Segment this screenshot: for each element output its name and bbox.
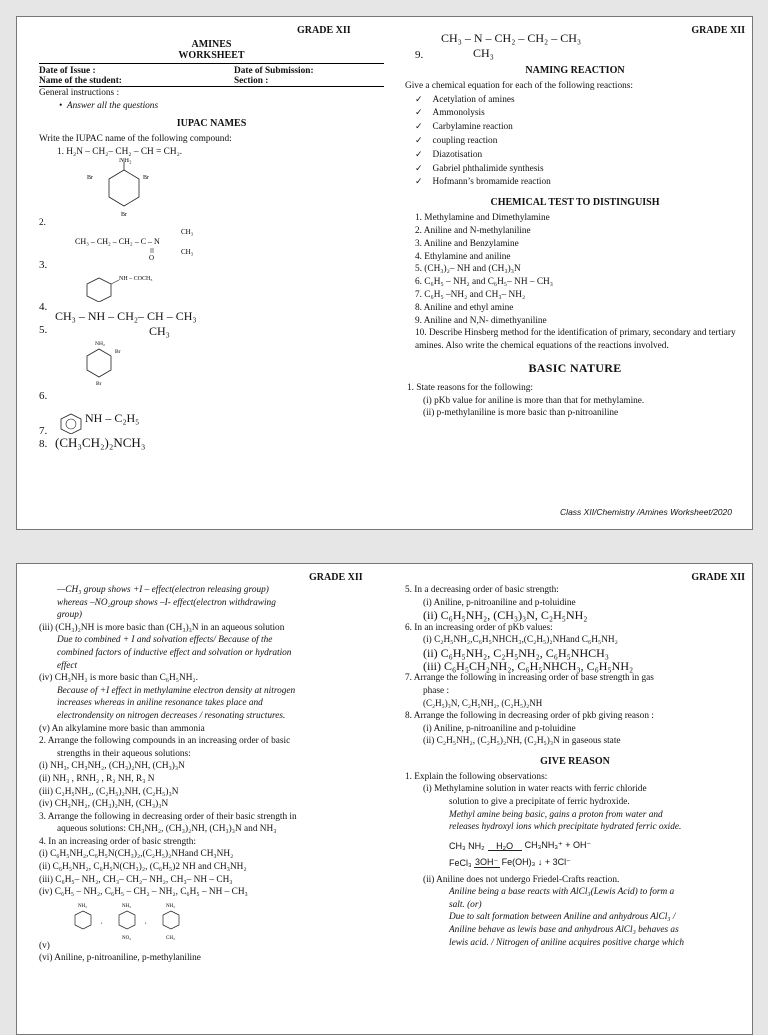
give-reason-q1-i-ans: Methyl amine being basic, gains a proton from water and: [449, 809, 663, 820]
question-4-vi: (vi) Aniline, p-nitroaniline, p-methylaniline: [39, 953, 201, 964]
question-4-v: (v): [39, 940, 50, 951]
answer-line: (i) NH₃, CH₃NH₂, (CH₃)₂NH, (CH₃)₃N: [39, 761, 185, 772]
svg-text:CH₃ – CH₂ – CH₂ – C – N: CH₃ – CH₂ – CH₂ – C – N: [75, 236, 160, 246]
date-of-issue-label: Date of Issue :: [39, 66, 96, 76]
question-1: 1. H₂N – CH₂– CH₂ – CH = CH₂.: [57, 146, 183, 157]
answer-line: strengths in their aqueous solutions:: [57, 748, 191, 759]
student-name-label: Name of the student:: [39, 76, 122, 86]
svg-text:NH₂: NH₂: [119, 158, 132, 165]
answer-line: electrondensity on nitrogen decreases / resonating structures.: [57, 710, 286, 721]
question-6: 6.: [39, 390, 48, 403]
page1-left-column: [39, 25, 384, 451]
chem-test-item: 1. Methylamine and Dimethylamine: [415, 213, 550, 224]
reaction-item: ✓ Gabriel phthalimide synthesis: [405, 162, 745, 176]
answer-line: (iv) C₆H₅ – NH₂, C₆H₅ – CH₂ – NH₂, C₆H₅ – NH – CH₃: [39, 887, 248, 898]
amide-structure: [69, 224, 269, 264]
basic-nature-q1-ii: (ii) p-methylaniline is more basic than p-nitroaniline: [423, 408, 619, 419]
give-reason-q1-i: (i) Methylamine solution in water reacts with ferric chloride: [423, 784, 647, 795]
question-line: 5. In a decreasing order of basic strength:: [405, 585, 559, 595]
svg-text:NH₂: NH₂: [122, 903, 131, 909]
chem-test-item: 8. Aniline and ethyl amine: [415, 302, 514, 313]
svg-text:Br: Br: [96, 381, 102, 386]
question-8-formula: (CH₃CH₂)₂NCH₃: [55, 434, 146, 450]
question-line: (ii) C₆H₅NH₂, (CH₃)₃N, C₂H₅NH₂: [423, 608, 588, 623]
grade-label: GRADE XII: [297, 25, 351, 36]
question-7: 7.: [39, 424, 48, 437]
aniline-derivatives-structures: [63, 899, 203, 941]
answer-line: effect: [57, 660, 78, 671]
answer-line: (iii) C₆H₅– NH₂, CH₃– CH₂– NH₂, CH₃– NH – CH₃: [39, 874, 233, 885]
page2-left-text: [39, 584, 384, 899]
equation-2: FeCl₃ 3OH⁻ Fe(OH)₃ ↓ + 3Cl⁻: [449, 856, 571, 868]
instruction-bullet: • Answer all the questions: [59, 100, 159, 111]
iupac-intro: Write the IUPAC name of the following compound:: [39, 134, 232, 145]
question-3: 3.: [39, 258, 48, 271]
svg-text:Br: Br: [143, 175, 149, 182]
worksheet-subtitle: WORKSHEET: [178, 50, 245, 61]
benzene-ring-icon: [57, 412, 85, 434]
date-of-submission-label: Date of Submission:: [234, 66, 314, 76]
answer-line: (iv) CH₃NH₂ is more basic than C₆H₅NH₂.: [39, 673, 198, 684]
chem-test-item: 9. Aniline and N,N- dimethyaniline: [415, 315, 547, 326]
question-8: 8.: [39, 437, 48, 450]
svg-text:NH₂: NH₂: [95, 341, 105, 348]
basic-nature-heading: BASIC NATURE: [528, 360, 622, 375]
answer-line: (ii) NH₃ , RNH₂ , R₂ NH, R₃ N: [39, 773, 155, 784]
answer-line: combined factors of inductive effect and solvation or hydration: [57, 647, 292, 658]
question-line: (i) Aniline, p-nitroaniline and p-toluidine: [423, 723, 576, 734]
svg-text:NH – COCH₃: NH – COCH₃: [119, 275, 153, 282]
answer-line: group): [57, 610, 82, 621]
svg-text:,: ,: [145, 918, 147, 925]
question-line: phase :: [423, 685, 450, 696]
bromoaniline-structure: [69, 339, 149, 385]
answer-line: Because of +I effect in methylamine electron density at nitrogen: [57, 685, 296, 696]
question-2: 2.: [39, 218, 46, 229]
svg-text:Br: Br: [87, 175, 93, 182]
grade-label-p2: GRADE XII: [309, 572, 363, 583]
answer-line: salt. (or): [449, 899, 482, 910]
grade-label-p2-right: GRADE XII: [691, 572, 745, 583]
answer-line: 2. Arrange the following compounds in an increasing order of basic: [39, 736, 291, 747]
page1-right-column: [405, 25, 745, 420]
give-reason-q1-ii-answer: [405, 886, 745, 949]
question-9: 9.: [415, 49, 424, 61]
chem-test-item: 4. Ethylamine and aniline: [415, 251, 511, 262]
basic-nature-q1-i: (i) pKb value for aniline is more than that for methylamine.: [423, 395, 645, 406]
reaction-item: ✓ coupling reaction: [405, 134, 745, 148]
page2-right-column: [405, 572, 745, 949]
answer-line: —CH₃ group shows +I – effect(electron releasing group): [57, 585, 269, 595]
section-label: Section :: [234, 76, 269, 86]
general-instructions: General instructions :: [39, 88, 120, 98]
question-line: 6. In an increasing order of pKb values:: [405, 622, 553, 633]
question-7-formula: NH – C₂H₅: [85, 411, 140, 426]
give-reason-q1-ii: (ii) Aniline does not undergo Friedel-Crafts reaction.: [423, 874, 620, 885]
question-4-formula: CH₃ – NH – CH₂– CH – CH₃: [55, 309, 197, 324]
give-reason-q1-i-cont: solution to give a precipitate of ferric hydroxide.: [449, 796, 630, 807]
answer-line: (ii) C₆H₅NH₂, C₆H₅N(CH₃)₂, (C₆H₅)2 NH and CH₃NH₂: [39, 862, 247, 873]
answer-line: aqueous solutions: CH₃NH₂, (CH₃)₂NH, (CH₃)₃N and NH₃: [57, 824, 277, 835]
answer-line: lewis acid. / Nitrogen of aniline acquires positive charge which: [449, 937, 684, 948]
question-line: 7. Arrange the following in increasing order of base strength in gas: [405, 673, 654, 684]
chem-test-item: 3. Aniline and Benzylamine: [415, 238, 519, 249]
question-line: (iii) C₆H₅CH₂NH₂, C₆H₅NHCH₃, C₆H₅NH₂: [423, 658, 634, 673]
tribromoaniline-structure: [79, 158, 169, 218]
worksheet-page-2: [16, 563, 753, 1035]
question-line: (ii) C₆H₅NH₂, C₂H₅NH₂, C₆H₅NHCH₃: [423, 645, 609, 660]
svg-text:NH₂: NH₂: [78, 903, 87, 909]
svg-text:NH₂: NH₂: [166, 903, 175, 909]
question-line: (i) C₂H₅NH₂,C₆H₅NHCH₃,(C₂H₅)₂NHand C₆H₅NH₂: [423, 635, 618, 646]
reaction-item: ✓ Diazotisation: [405, 148, 745, 162]
answer-line: (v) An alkylamine more basic than ammonia: [39, 723, 205, 734]
basic-nature-q1: 1. State reasons for the following:: [407, 382, 533, 393]
naming-intro: Give a chemical equation for each of the following reactions:: [405, 81, 633, 91]
reaction-item: ✓ Hofmann’s bromamide reaction: [405, 175, 745, 189]
svg-text:CH₃: CH₃: [181, 227, 194, 236]
svg-text:O: O: [149, 253, 155, 262]
reaction-item: ✓ Carbylamine reaction: [405, 120, 745, 134]
reaction-item: ✓ Ammonolysis: [405, 106, 745, 120]
answer-line: increases whereas in aniline resonance takes place and: [57, 698, 263, 709]
reaction-item: ✓ Acetylation of amines: [405, 93, 745, 107]
svg-text:CH₃: CH₃: [166, 935, 175, 941]
answer-line: Due to combined + I and solvation effects/ Because of the: [57, 635, 273, 646]
chem-test-list: [405, 212, 745, 353]
question-line: (C₂H₅)₃N, C₂H₅NH₂, (C₂H₅)₂NH: [423, 698, 543, 709]
worksheet-page-1: [16, 16, 753, 530]
give-reason-heading: GIVE REASON: [540, 755, 610, 767]
question-4: 4.: [39, 300, 48, 313]
answer-line: Due to salt formation between Aniline and anhydrous AlCl₃ /: [449, 912, 676, 923]
svg-text:,: ,: [101, 918, 103, 925]
question-line: (ii) C₂H₅NH₂, (C₂H₅)₂NH, (C₂H₅)₃N in gaseous state: [423, 736, 621, 747]
chem-test-item: 10. Describe Hinsberg method for the identification of primary, secondary and tertiary amines. Also write the chemical equations of the reactions involved.: [415, 328, 736, 352]
answer-line: (iii) C₂H₅NH₂, (C₂H₅)₂NH, (C₂H₅)₃N: [39, 786, 179, 797]
question-9-formula: CH₃ – N – CH₂ – CH₂ – CH₃: [441, 31, 582, 45]
chem-test-item: 2. Aniline and N-methylaniline: [415, 225, 531, 236]
worksheet-title: AMINES: [191, 39, 232, 50]
answer-line: (iv) CH₃NH₂, (CH₃)₂NH, (CH₃)₃N: [39, 799, 169, 810]
iupac-heading: IUPAC NAMES: [176, 118, 247, 130]
answer-line: Aniline being a base reacts with AlCl₃(Lewis Acid) to form a: [449, 887, 675, 898]
page2-left-column: [39, 572, 384, 965]
chem-test-item: 7. C₆H₅ –NH₂ and CH₃– NH₂: [415, 289, 526, 300]
question-9-sub: CH₃: [473, 46, 494, 60]
svg-text:CH₃: CH₃: [181, 247, 194, 256]
give-reason-q1-i-ans2: releases hydroxyl ions which precipitate hydrated ferric oxide.: [449, 822, 682, 833]
svg-text:Br: Br: [115, 349, 121, 356]
answer-line: 4. In an increasing order of basic strength:: [39, 836, 196, 847]
answer-line: (iii) (CH₃)₂NH is more basic than (CH₃)₃N in an aqueous solution: [39, 622, 285, 633]
acetanilide-structure: [79, 272, 199, 302]
give-reason-q1: 1. Explain the following observations:: [405, 771, 548, 782]
grade-label-right: GRADE XII: [691, 25, 745, 36]
chem-test-item: 6. C₆H₅ – NH₂ and C₆H₅– NH – CH₃: [415, 277, 553, 288]
reaction-list: [405, 93, 745, 190]
question-line: (i) Aniline, p-nitroaniline and p-toluidine: [423, 597, 576, 608]
question-5: 5.: [39, 324, 48, 337]
chem-test-item: 5. (CH₃)₂– NH and (CH₃)₃N: [415, 264, 521, 275]
answer-line: Aniline behave as lewis base and anhydrous AlCl₃ behaves as: [449, 925, 679, 936]
svg-text:Br: Br: [121, 212, 127, 219]
chem-test-heading: CHEMICAL TEST TO DISTINGUISH: [490, 197, 660, 209]
answer-line: (i) C₆H₅NH₂,C₆H₅N(CH₃)₂,(C₂H₅)₂NHand CH₃NH₂: [39, 849, 234, 860]
page-footer: Class XII/Chemistry /Amines Worksheet/2020: [560, 507, 732, 517]
naming-heading: NAMING REACTION: [525, 65, 625, 76]
equation-1: CH₃ NH₂ H₂O CH₃NH₃⁺ + OH⁻: [449, 839, 592, 851]
page2-right-text: [405, 584, 745, 748]
question-4-sub: CH₃: [149, 324, 170, 339]
svg-text:NO₂: NO₂: [122, 935, 131, 941]
answer-line: 3. Arrange the following in decreasing order of their basic strength in: [39, 811, 297, 822]
question-line: 8. Arrange the following in decreasing order of pkb giving reason :: [405, 710, 654, 721]
answer-line: whereas –NO₂group shows –I- effect(electron withdrawing: [57, 597, 276, 608]
